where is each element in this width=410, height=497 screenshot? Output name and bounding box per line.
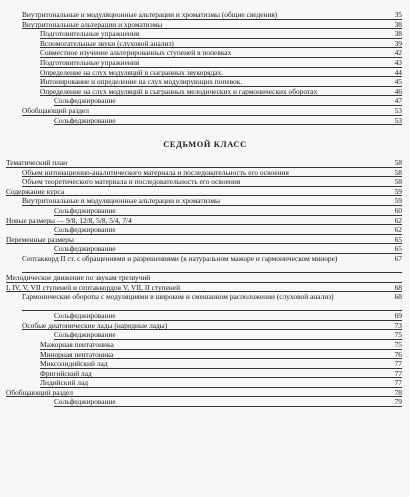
toc-entry-page: 62 bbox=[394, 225, 402, 235]
toc-entry bbox=[6, 254, 402, 273]
toc-entry bbox=[6, 206, 402, 216]
toc-entry-page: 78 bbox=[394, 387, 402, 397]
toc-entry bbox=[6, 292, 402, 311]
toc-entry bbox=[6, 273, 402, 283]
toc-entry-page: 47 bbox=[394, 96, 402, 106]
toc-entry bbox=[6, 369, 402, 379]
toc-entry bbox=[6, 87, 402, 97]
toc-entry-page: 53 bbox=[394, 115, 402, 125]
toc-entry-title: Фригийский лад bbox=[40, 368, 92, 378]
toc-entry bbox=[6, 283, 402, 293]
toc-entry bbox=[6, 96, 402, 106]
toc-entry-page: 79 bbox=[394, 397, 402, 407]
toc-entry-page: 75 bbox=[394, 339, 402, 349]
toc-entry-title: I, IV, V, VII ступеней и септаккордов V, VII, II ступеней bbox=[6, 282, 181, 292]
toc-entry-title: Мажорная пентатоника bbox=[40, 339, 114, 349]
toc-entry-title: Подготовительные упражнения bbox=[40, 29, 140, 39]
toc-entry-page: 77 bbox=[394, 378, 402, 388]
toc-entry-title: Обобщающий раздел bbox=[6, 387, 73, 397]
toc-entry-page: 58 bbox=[394, 167, 402, 177]
toc-entry bbox=[6, 177, 402, 187]
toc-entry-title: Особые диатонические лады (народные лады) bbox=[22, 320, 168, 330]
toc-entry-page: 65 bbox=[394, 244, 402, 254]
toc-entry-page: 43 bbox=[394, 57, 402, 67]
toc-list-upper bbox=[6, 10, 402, 125]
toc-entry bbox=[6, 20, 402, 30]
toc-entry-title: Обобщающий раздел bbox=[22, 105, 89, 115]
toc-entry-page: 60 bbox=[394, 205, 402, 215]
toc-entry-title: Внутритональные и модуляционные альтерации и хроматизмы bbox=[22, 196, 221, 206]
toc-entry-title: Сольфеджирование bbox=[54, 311, 116, 321]
toc-entry-page: 35 bbox=[394, 10, 402, 19]
section-heading: СЕДЬМОЙ КЛАСС bbox=[163, 140, 247, 149]
toc-entry bbox=[6, 388, 402, 398]
toc-entry bbox=[6, 235, 402, 245]
toc-entry-title: Объем теоретического материала и последовательность его освоения bbox=[22, 177, 241, 187]
toc-entry-page: 42 bbox=[394, 48, 402, 58]
toc-entry bbox=[6, 68, 402, 78]
toc-entry-page: 58 bbox=[394, 177, 402, 187]
toc-entry-title: Мелодическое движение по звукам трезвучий bbox=[6, 272, 151, 282]
toc-entry-page: 38 bbox=[394, 29, 402, 39]
toc-entry-page: 77 bbox=[394, 368, 402, 378]
toc-entry-title: Вспомогательные звуки (слуховой анализ) bbox=[40, 38, 174, 48]
toc-entry-page: 75 bbox=[394, 330, 402, 340]
toc-entry-title: Септаккорд II ст. с обращениями и разрешениями (в натуральном мажоре и гармоническом миноре) bbox=[22, 253, 338, 263]
toc-entry-page: 76 bbox=[394, 349, 402, 359]
entry-underline bbox=[54, 124, 402, 125]
toc-entry-title: Сольфеджирование bbox=[54, 225, 116, 235]
toc-entry bbox=[6, 397, 402, 407]
toc-entry-title: Переменные размеры bbox=[6, 234, 74, 244]
toc-entry-page: 68 bbox=[394, 292, 402, 302]
toc-entry-page: 45 bbox=[394, 77, 402, 87]
toc-entry-page: 65 bbox=[394, 234, 402, 244]
toc-entry-title: Определение на слух модуляций в сыгранных мелодических и гармонических оборотах bbox=[40, 86, 318, 96]
toc-entry-page: 67 bbox=[394, 253, 402, 263]
toc-entry-page: 69 bbox=[394, 311, 402, 321]
toc-entry bbox=[6, 187, 402, 197]
toc-entry-title: Минорная пентатоника bbox=[40, 349, 114, 359]
toc-entry bbox=[6, 39, 402, 49]
toc-entry bbox=[6, 29, 402, 39]
toc-entry bbox=[6, 359, 402, 369]
toc-entry-page: 53 bbox=[394, 105, 402, 115]
toc-entry bbox=[6, 378, 402, 388]
toc-entry bbox=[6, 330, 402, 340]
toc-entry bbox=[6, 77, 402, 87]
toc-entry-title: Сольфеджирование bbox=[54, 244, 116, 254]
toc-entry bbox=[6, 340, 402, 350]
toc-entry-title: Сольфеджирование bbox=[54, 205, 116, 215]
toc-entry-page: 77 bbox=[394, 359, 402, 369]
toc-entry-page: 73 bbox=[394, 320, 402, 330]
toc-list-lower bbox=[6, 158, 402, 407]
toc-entry bbox=[6, 196, 402, 206]
toc-entry bbox=[6, 10, 402, 20]
toc-entry-page: 44 bbox=[394, 67, 402, 77]
toc-entry-page: 59 bbox=[394, 186, 402, 196]
toc-entry-title: Внутритональные альтерации и хроматизмы bbox=[22, 19, 163, 29]
toc-entry-title: Миксолидийский лад bbox=[40, 359, 108, 369]
toc-entry-title: Объем интонационно-аналитического материала и последовательность его освоения bbox=[22, 167, 289, 177]
toc-entry bbox=[6, 225, 402, 235]
toc-entry-title: Подготовительные упражнения bbox=[40, 57, 140, 67]
toc-entry-title: Внутритональные и модуляционные альтерации и хроматизмы (общие сведения) bbox=[22, 10, 278, 19]
toc-entry bbox=[6, 116, 402, 126]
toc-entry-page: 39 bbox=[394, 38, 402, 48]
toc-entry-page: 59 bbox=[394, 196, 402, 206]
toc-entry-title: Тематический план bbox=[6, 158, 68, 167]
toc-entry-page: 58 bbox=[394, 158, 402, 167]
toc-entry-page: 46 bbox=[394, 86, 402, 96]
toc-entry bbox=[6, 106, 402, 116]
toc-entry-title: Определение на слух модуляций в сыгранных звукорядах. bbox=[40, 67, 224, 77]
toc-entry bbox=[6, 311, 402, 321]
entry-underline bbox=[54, 406, 402, 407]
toc-entry-page: 68 bbox=[394, 282, 402, 292]
toc-entry-title: Лидийский лад bbox=[40, 378, 88, 388]
toc-entry bbox=[6, 58, 402, 68]
toc-entry bbox=[6, 244, 402, 254]
toc-entry-title: Сольфеджирование bbox=[54, 397, 116, 407]
toc-entry bbox=[6, 48, 402, 58]
toc-entry-title: Гармонические обороты с модуляциями в широком и смешанном расположении (слуховой анализ) bbox=[22, 292, 334, 302]
toc-entry-title: Содержание курса bbox=[6, 186, 65, 196]
toc-entry bbox=[6, 158, 402, 168]
toc-entry-page: 62 bbox=[394, 215, 402, 225]
toc-entry-title: Сольфеджирование bbox=[54, 96, 116, 106]
toc-entry bbox=[6, 168, 402, 178]
toc-entry-title: Новые размеры — 9/8, 12/8, 5/8, 5/4, 7/4 bbox=[6, 215, 132, 225]
toc-entry-title: Интонирование и определение на слух модулирующих попевок. bbox=[40, 77, 243, 87]
toc-entry bbox=[6, 350, 402, 360]
toc-entry-title: Совместное изучение альтерированных ступеней в попевках bbox=[40, 48, 232, 58]
toc-entry-title: Сольфеджирование bbox=[54, 115, 116, 125]
toc-entry bbox=[6, 216, 402, 226]
toc-entry bbox=[6, 321, 402, 331]
toc-entry-page: 38 bbox=[394, 19, 402, 29]
toc-entry-title: Сольфеджирование bbox=[54, 330, 116, 340]
